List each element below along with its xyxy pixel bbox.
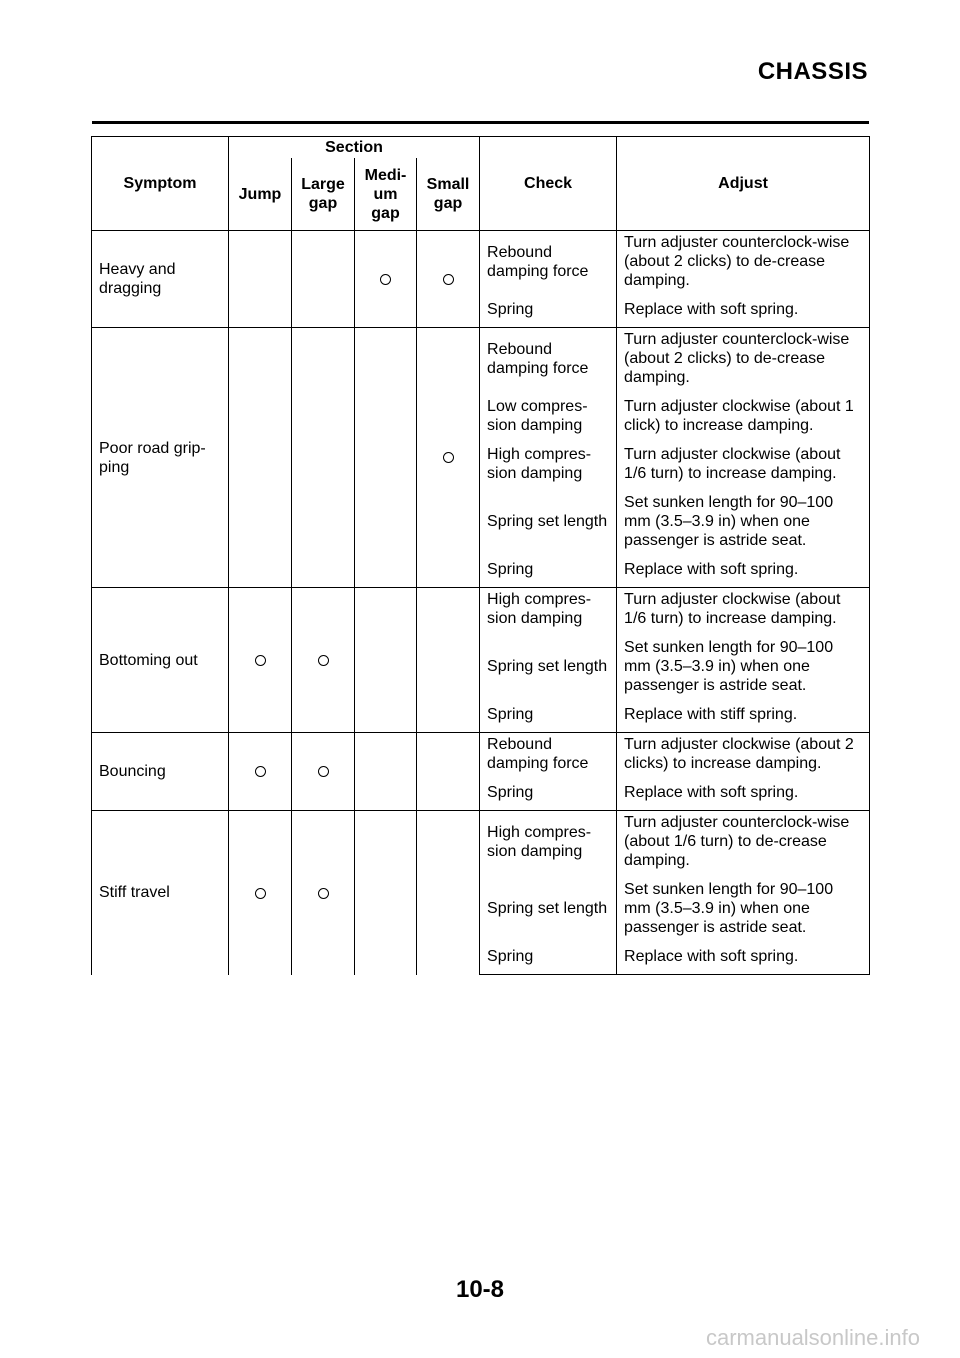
table-row — [92, 811, 870, 879]
symptom-cell: Bottoming out — [92, 588, 229, 733]
check-cell — [480, 491, 617, 558]
adjust-cell — [617, 781, 870, 811]
check-cell — [480, 878, 617, 945]
circle-mark-icon — [443, 274, 454, 285]
circle-mark-icon — [318, 766, 329, 777]
adjust-text: Turn adjuster counterclock-wise (about 1/6 turn) to de-crease damping. — [624, 814, 850, 869]
mark-cell-large-gap — [292, 811, 355, 975]
mark-cell-medium-gap — [355, 231, 417, 328]
adjust-text: Turn adjuster counterclock-wise (about 2 clicks) to de-crease damping. — [624, 331, 850, 386]
circle-mark-icon — [380, 274, 391, 285]
check-text: Spring set length — [487, 658, 608, 675]
table-row — [92, 733, 870, 782]
check-text: Spring — [487, 706, 534, 723]
check-cell — [480, 558, 617, 588]
check-text: Rebound damping force — [487, 243, 589, 280]
circle-mark-icon — [318, 888, 329, 899]
check-text: Spring — [487, 948, 534, 965]
adjust-cell — [617, 443, 870, 491]
adjust-cell — [617, 811, 870, 879]
check-text: Spring — [487, 561, 534, 578]
header-small-gap: Small gap — [417, 158, 480, 231]
adjust-text: Set sunken length for 90–100 mm (3.5–3.9 in) when one passenger is astride seat. — [624, 639, 834, 694]
adjust-text: Set sunken length for 90–100 mm (3.5–3.9 in) when one passenger is astride seat. — [624, 494, 834, 549]
circle-mark-icon — [255, 655, 266, 666]
symptom-cell: Stiff travel — [92, 811, 229, 975]
check-cell — [480, 588, 617, 637]
watermark: carmanualsonline.info — [705, 1325, 920, 1350]
adjust-text: Replace with soft spring. — [624, 784, 799, 801]
adjust-cell — [617, 636, 870, 703]
check-text: High compres-sion damping — [487, 446, 592, 482]
adjust-cell — [617, 703, 870, 733]
check-cell — [480, 395, 617, 443]
check-text: Low compres-sion damping — [487, 398, 588, 434]
adjust-text: Turn adjuster clockwise (about 2 clicks) to increase damping. — [624, 736, 854, 772]
check-text: Spring — [487, 784, 534, 801]
adjust-cell — [617, 395, 870, 443]
check-cell — [480, 781, 617, 811]
check-text: High compres-sion damping — [487, 823, 592, 860]
adjust-text: Turn adjuster clockwise (about 1 click) to increase damping. — [624, 398, 854, 434]
circle-mark-icon — [318, 655, 329, 666]
mark-cell-jump — [229, 733, 292, 811]
header-section: Section — [229, 137, 480, 159]
check-cell — [480, 703, 617, 733]
check-text: Spring — [487, 301, 534, 318]
mark-cell-small-gap — [417, 588, 480, 733]
check-text: Rebound damping force — [487, 736, 589, 772]
mark-cell-small-gap — [417, 231, 480, 328]
adjust-cell — [617, 298, 870, 328]
check-text: Spring set length — [487, 900, 608, 917]
header-rule — [92, 121, 869, 124]
header-check: Check — [480, 137, 617, 231]
mark-cell-medium-gap — [355, 811, 417, 975]
symptom-cell: Poor road grip-ping — [92, 328, 229, 588]
mark-cell-jump — [229, 328, 292, 588]
adjust-text: Replace with soft spring. — [624, 301, 799, 318]
header-medium-gap: Medi- um gap — [355, 158, 417, 231]
mark-cell-small-gap — [417, 328, 480, 588]
check-text: Rebound damping force — [487, 340, 589, 377]
mark-cell-medium-gap — [355, 328, 417, 588]
header-symptom: Symptom — [92, 137, 229, 231]
adjust-text: Set sunken length for 90–100 mm (3.5–3.9 in) when one passenger is astride seat. — [624, 881, 834, 936]
table-row — [92, 328, 870, 396]
check-text: Spring set length — [487, 513, 608, 530]
adjust-cell — [617, 588, 870, 637]
adjust-cell — [617, 558, 870, 588]
adjust-text: Replace with soft spring. — [624, 948, 799, 965]
adjust-cell — [617, 945, 870, 975]
symptom-cell: Heavy and dragging — [92, 231, 229, 328]
mark-cell-jump — [229, 231, 292, 328]
header-adjust: Adjust — [617, 137, 870, 231]
check-cell — [480, 733, 617, 782]
adjust-cell — [617, 231, 870, 299]
check-cell — [480, 231, 617, 299]
adjust-cell — [617, 328, 870, 396]
adjust-cell — [617, 733, 870, 782]
mark-cell-small-gap — [417, 733, 480, 811]
adjust-text: Turn adjuster clockwise (about 1/6 turn) to increase damping. — [624, 591, 841, 627]
check-cell — [480, 328, 617, 396]
troubleshooting-table — [91, 136, 870, 975]
adjust-cell — [617, 491, 870, 558]
mark-cell-small-gap — [417, 811, 480, 975]
symptom-cell: Bouncing — [92, 733, 229, 811]
adjust-cell — [617, 878, 870, 945]
circle-mark-icon — [255, 766, 266, 777]
mark-cell-medium-gap — [355, 588, 417, 733]
mark-cell-large-gap — [292, 733, 355, 811]
check-cell — [480, 636, 617, 703]
page-title: CHASSIS — [757, 58, 868, 85]
header-jump: Jump — [229, 158, 292, 231]
header-large-gap: Large gap — [292, 158, 355, 231]
circle-mark-icon — [255, 888, 266, 899]
table-row — [92, 231, 870, 299]
adjust-text: Turn adjuster clockwise (about 1/6 turn) to increase damping. — [624, 446, 841, 482]
check-text: High compres-sion damping — [487, 591, 592, 627]
mark-cell-large-gap — [292, 328, 355, 588]
table-row — [92, 588, 870, 637]
table-body — [92, 231, 870, 975]
check-cell — [480, 811, 617, 879]
mark-cell-jump — [229, 811, 292, 975]
check-cell — [480, 443, 617, 491]
adjust-text: Replace with soft spring. — [624, 561, 799, 578]
mark-cell-large-gap — [292, 588, 355, 733]
check-cell — [480, 298, 617, 328]
mark-cell-jump — [229, 588, 292, 733]
mark-cell-large-gap — [292, 231, 355, 328]
adjust-text: Replace with stiff spring. — [624, 706, 798, 723]
mark-cell-medium-gap — [355, 733, 417, 811]
adjust-text: Turn adjuster counterclock-wise (about 2 clicks) to de-crease damping. — [624, 234, 850, 289]
circle-mark-icon — [443, 452, 454, 463]
check-cell — [480, 945, 617, 975]
page-number: 10-8 — [455, 1276, 505, 1303]
